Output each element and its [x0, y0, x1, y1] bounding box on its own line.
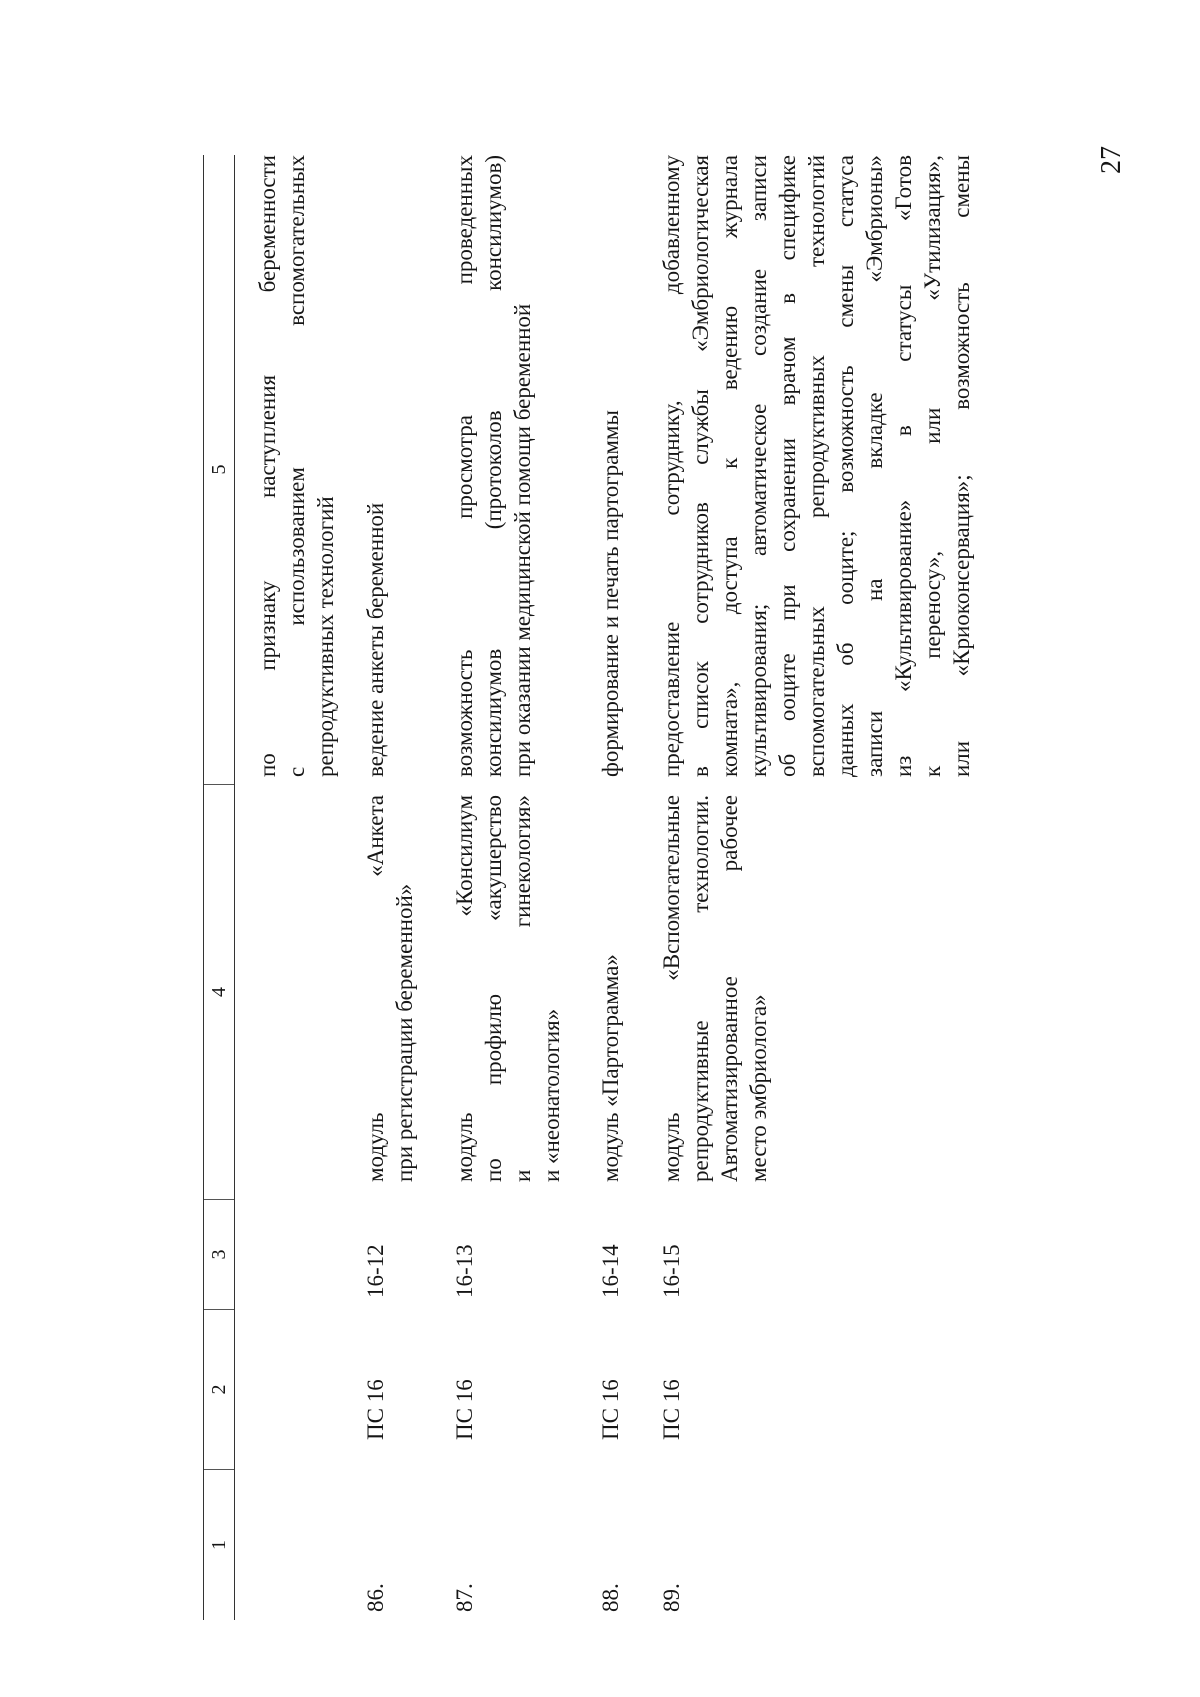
- row-description: [450, 155, 537, 785]
- module-line: репродуктивные технологии.: [688, 795, 713, 1182]
- description-line: к переносу», или «Утилизация»,: [920, 155, 945, 777]
- module-line: при регистрации беременной»: [392, 883, 417, 1182]
- description-line: из «Культивирование» в статусы «Готов: [891, 155, 916, 777]
- description-line: комната», доступа к ведению журнала: [717, 155, 742, 777]
- row-code: 16-15: [659, 1244, 684, 1298]
- header-col-5: 5: [204, 155, 234, 785]
- row-ps: ПС 16: [659, 1379, 684, 1440]
- module-line: модуль «Вспомогательные: [659, 795, 684, 1182]
- description-line: предоставление сотруднику, добавленному: [659, 155, 684, 777]
- page-number: 27: [1096, 146, 1127, 174]
- row-number: 87.: [452, 1583, 477, 1612]
- module-line: и «неонатология»: [539, 1008, 564, 1182]
- row-module: [596, 785, 625, 1200]
- row-ps: ПС 16: [363, 1379, 388, 1440]
- module-line: место эмбриолога»: [746, 994, 771, 1182]
- header-col-1: 1: [208, 1540, 230, 1550]
- description-line: возможность просмотра проведенных: [452, 155, 477, 777]
- description-line: данных об ооците; возможность смены статуса: [833, 155, 858, 777]
- description-line: вспомогательных репродуктивных технологий: [804, 155, 829, 777]
- description-line: с использованием вспомогательных: [284, 155, 309, 777]
- row-description: [596, 155, 625, 785]
- row-ps: ПС 16: [598, 1379, 623, 1440]
- module-line: по профилю «акушерство: [481, 795, 506, 1182]
- header-col-4: 4: [204, 785, 234, 1200]
- header-col-2: 2: [204, 1310, 234, 1470]
- module-line: и гинекология»: [510, 795, 535, 1182]
- row-ps: ПС 16: [452, 1379, 477, 1440]
- row-description: [657, 155, 976, 785]
- row-number: 89.: [659, 1583, 684, 1612]
- header-col-3: 3: [204, 1200, 234, 1310]
- description-line: формирование и печать партограммы: [598, 410, 623, 777]
- module-line: модуль «Консилиум: [452, 795, 477, 1182]
- description-line: в список сотрудников службы «Эмбриологическая: [688, 155, 713, 777]
- row-code: 16-14: [598, 1244, 623, 1298]
- module-line: модуль «Партограмма»: [598, 954, 623, 1182]
- row-code: 16-13: [452, 1244, 477, 1298]
- description-line: ведение анкеты беременной: [363, 502, 388, 777]
- description-line: об ооците при сохранении врачом в специфике: [775, 155, 800, 777]
- module-line: Автоматизированное рабочее: [717, 795, 742, 1182]
- row-module: [450, 785, 566, 1200]
- description-line: записи на вкладке «Эмбрионы»: [862, 155, 887, 777]
- row-description: [361, 155, 390, 785]
- description-line: при оказании медицинской помощи беременной: [510, 303, 535, 777]
- row-description: [253, 155, 340, 785]
- row-number: 88.: [598, 1583, 623, 1612]
- description-line: по признаку наступления беременности: [255, 155, 280, 777]
- row-code: 16-12: [363, 1244, 388, 1298]
- description-line: консилиумов (протоколов консилиумов): [481, 155, 506, 777]
- description-line: культивирования; автоматическое создание записи: [746, 155, 771, 777]
- row-module: [361, 785, 419, 1200]
- table-header: [203, 155, 235, 1620]
- module-line: модуль «Анкета: [363, 795, 388, 1182]
- description-line: репродуктивных технологий: [313, 496, 338, 777]
- row-module: [657, 785, 773, 1200]
- description-line: или «Криоконсервация»; возможность смены: [949, 155, 974, 777]
- row-number: 86.: [363, 1583, 388, 1612]
- rotated-table: [203, 155, 1083, 1620]
